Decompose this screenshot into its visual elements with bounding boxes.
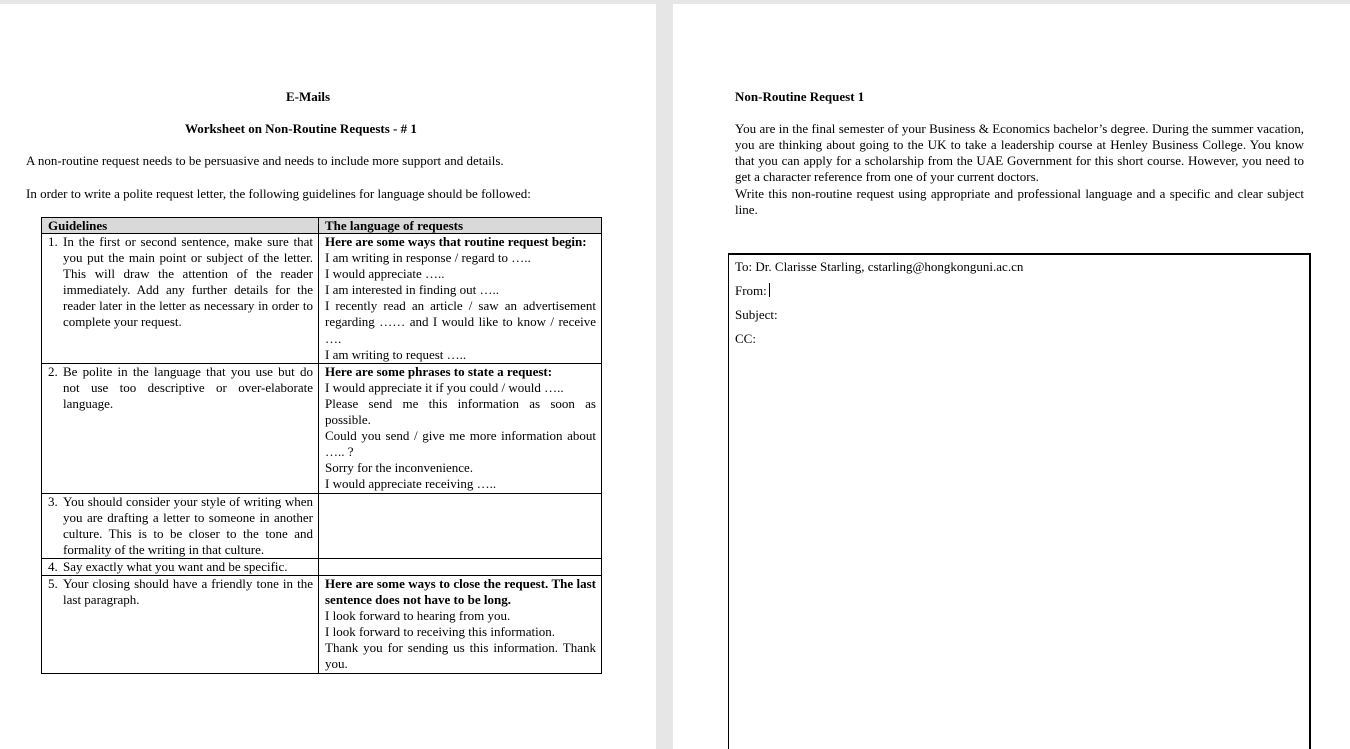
language-heading: Here are some ways that routine request begin: — [325, 234, 587, 249]
guidelines-table — [41, 217, 602, 674]
guideline-cell — [42, 558, 319, 575]
language-heading: Here are some ways to close the request. The last sentence does not have to be long. — [325, 575, 596, 608]
guideline-cell — [42, 493, 319, 558]
guideline-text: Your closing should have a friendly tone in the last paragraph. — [63, 575, 313, 608]
email-cc-field[interactable]: CC: — [735, 331, 756, 346]
left-page — [0, 4, 656, 749]
language-line: I recently read an article / saw an advertisement regarding …… and I would like to know / receive …. — [325, 298, 596, 346]
language-cell — [319, 575, 602, 673]
column-header-guidelines: Guidelines — [42, 218, 319, 234]
table-row — [42, 363, 602, 493]
table-row — [42, 493, 602, 558]
language-line: Could you send / give me more information about ….. ? — [325, 428, 596, 460]
guideline-text: You should consider your style of writing when you are drafting a letter to someone in another culture. This is to be closer to the tone and formality of the writing in that culture. — [63, 493, 313, 557]
column-header-language: The language of requests — [319, 218, 602, 234]
table-row — [42, 234, 602, 364]
row-number: 4. — [48, 558, 58, 574]
row-number: 1. — [48, 234, 58, 249]
language-cell — [319, 234, 602, 364]
language-line: I look forward to hearing from you. — [325, 608, 511, 624]
language-cell-empty — [319, 493, 602, 558]
language-line: I am writing to request ….. — [325, 346, 467, 362]
row-number: 2. — [48, 363, 58, 379]
table-row — [42, 558, 602, 575]
table-header-row — [42, 218, 602, 234]
text-cursor — [769, 283, 770, 297]
language-cell-empty — [319, 558, 602, 575]
language-line: I look forward to receiving this information. — [325, 624, 555, 640]
guideline-cell — [42, 234, 319, 364]
language-line: Please send me this information as soon as possible. — [325, 395, 596, 428]
scenario-paragraph: You are in the final semester of your Business & Economics bachelor’s degree. During the summer vacation, you are thinking about going to the UK to take a leadership course at Henley Business College. You know that you can apply for a scholarship from the UAE Government for this short course. However, you need to get a character reference from one of your current doctors. — [735, 121, 1304, 184]
language-line: I would appreciate ….. — [325, 266, 445, 282]
language-line: I would appreciate it if you could / would ….. — [325, 379, 564, 395]
row-number: 3. — [48, 493, 58, 509]
guideline-cell — [42, 575, 319, 673]
guideline-text: Say exactly what you want and be specific. — [63, 558, 288, 574]
table-row — [42, 575, 602, 673]
guideline-cell — [42, 363, 319, 493]
page-title: E-Mails — [286, 89, 331, 104]
email-template-box[interactable] — [728, 253, 1311, 749]
worksheet-subtitle: Worksheet on Non-Routine Requests - # 1 — [185, 121, 417, 136]
right-page — [673, 4, 1350, 749]
guideline-text: In the first or second sentence, make sure that you put the main point or subject of the letter. This will draw the attention of the reader immediately. Add any further details for the reader later in the letter as necessary in order to complete your request. — [63, 234, 313, 330]
language-line: I would appreciate receiving ….. — [325, 476, 497, 492]
email-from-field[interactable] — [735, 283, 770, 299]
guideline-text: Be polite in the language that you use but do not use too descriptive or over-elaborate language. — [63, 363, 313, 411]
row-number: 5. — [48, 575, 58, 591]
request-title: Non-Routine Request 1 — [735, 89, 865, 104]
email-subject-field[interactable]: Subject: — [735, 307, 778, 322]
intro-text: A non-routine request needs to be persuasive and needs to include more support and details. — [26, 153, 504, 168]
language-line: Thank you for sending us this information. Thank you. — [325, 640, 596, 672]
language-heading: Here are some phrases to state a request: — [325, 363, 553, 379]
instruction-paragraph: Write this non-routine request using appropriate and professional language and a specific and clear subject line. — [735, 186, 1304, 217]
instruction-text: In order to write a polite request letter, the following guidelines for language should be followed: — [26, 186, 531, 201]
language-line: I am writing in response / regard to ….. — [325, 250, 531, 266]
language-line: Sorry for the inconvenience. — [325, 460, 474, 476]
email-from-label: From: — [735, 283, 767, 298]
email-to-field[interactable]: To: Dr. Clarisse Starling, cstarling@hongkonguni.ac.cn — [735, 259, 1024, 274]
language-line: I am interested in finding out ….. — [325, 282, 500, 298]
language-cell — [319, 363, 602, 493]
